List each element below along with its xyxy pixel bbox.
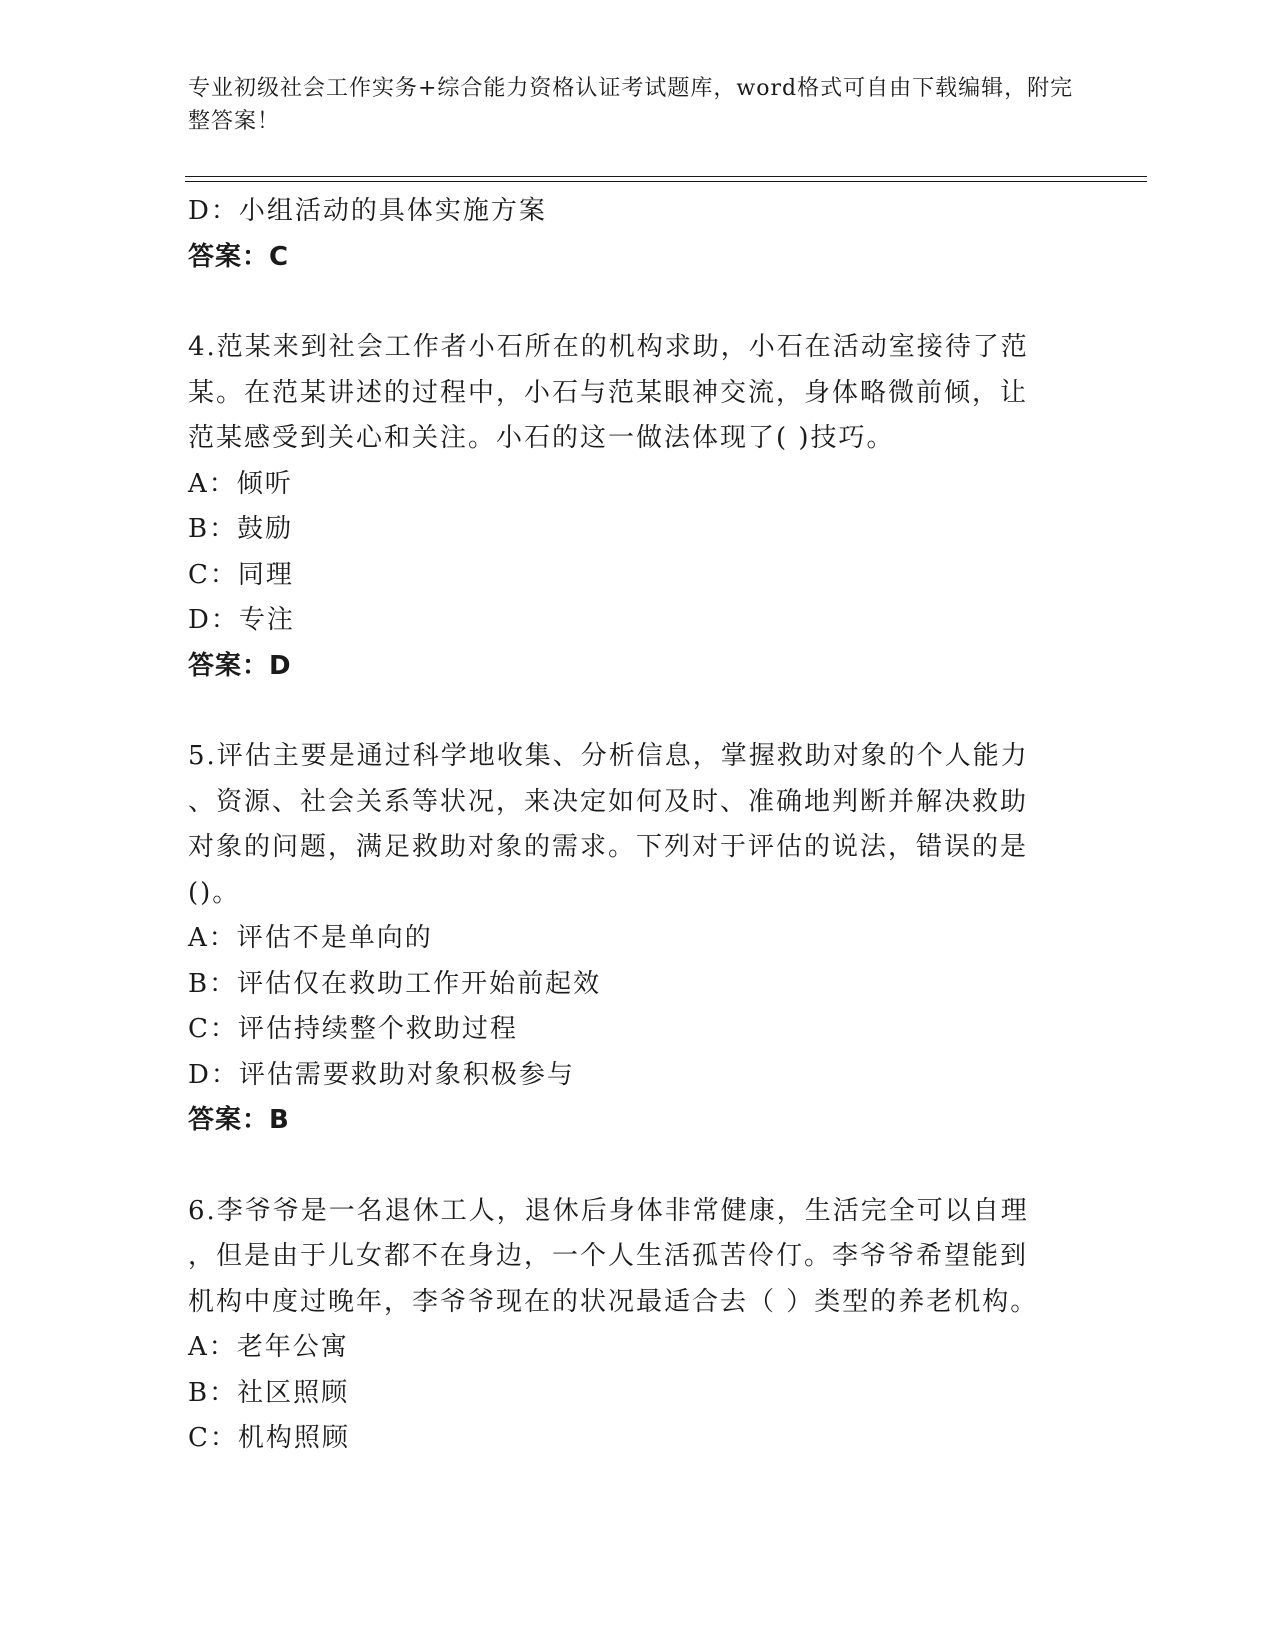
question-text-line: 6.李爷爷是一名退休工人，退休后身体非常健康，生活完全可以自理 bbox=[188, 1195, 1029, 1226]
header-rule-top bbox=[185, 176, 1147, 177]
answer-line: 答案：C bbox=[188, 241, 290, 272]
spacer bbox=[188, 1144, 1068, 1189]
question-text-line: 范某感受到关心和关注。小石的这一做法体现了( )技巧。 bbox=[188, 423, 895, 453]
spacer bbox=[188, 280, 1068, 325]
option-b: B：评估仅在救助工作开始前起效 bbox=[188, 968, 602, 999]
question-text-line: 某。在范某讲述的过程中，小石与范某眼神交流，身体略微前倾，让 bbox=[188, 377, 1029, 408]
answer-line: 答案：B bbox=[188, 1105, 290, 1135]
question-text-line: ，但是由于儿女都不在身边，一个人生活孤苦伶仃。李爷爷希望能到 bbox=[188, 1241, 1029, 1271]
option-d: D：评估需要救助对象积极参与 bbox=[188, 1059, 575, 1090]
question-text-line: ()。 bbox=[188, 877, 241, 908]
option-c: C：机构照顾 bbox=[188, 1423, 350, 1453]
question-6 bbox=[188, 1189, 1068, 1462]
option-c: C：同理 bbox=[188, 559, 294, 590]
option-c: C：评估持续整个救助过程 bbox=[188, 1014, 518, 1044]
header-text: 专业初级社会工作实务+综合能力资格认证考试题库，word格式可自由下载编辑，附完整答案！ bbox=[188, 76, 1074, 134]
question-text-line: 5.评估主要是通过科学地收集、分析信息，掌握救助对象的个人能力 bbox=[188, 741, 1029, 771]
question-text-line: 对象的问题，满足救助对象的需求。下列对于评估的说法，错误的是 bbox=[188, 832, 1029, 862]
option-b: B：鼓励 bbox=[188, 514, 294, 544]
option-d: D：专注 bbox=[188, 605, 295, 635]
header-rule-bottom bbox=[185, 181, 1147, 182]
question-text-line: 、资源、社会关系等状况，来决定如何及时、准确地判断并解决救助 bbox=[188, 786, 1029, 817]
question-text-line: 4.范某来到社会工作者小石所在的机构求助，小石在活动室接待了范 bbox=[188, 332, 1029, 362]
answer-line: 答案：D bbox=[188, 650, 292, 681]
question-5 bbox=[188, 734, 1068, 1144]
option-b: B：社区照顾 bbox=[188, 1377, 350, 1408]
option-a: A：评估不是单向的 bbox=[188, 923, 433, 953]
option-a: A：倾听 bbox=[188, 468, 293, 499]
question-4 bbox=[188, 325, 1068, 689]
spacer bbox=[188, 689, 1068, 734]
page-header bbox=[188, 72, 1088, 138]
option-d: D：小组活动的具体实施方案 bbox=[188, 196, 547, 226]
question-content bbox=[188, 189, 1068, 1462]
option-a: A：老年公寓 bbox=[188, 1332, 349, 1362]
question-text-line: 机构中度过晚年，李爷爷现在的状况最适合去（ ）类型的养老机构。 bbox=[188, 1286, 1039, 1317]
